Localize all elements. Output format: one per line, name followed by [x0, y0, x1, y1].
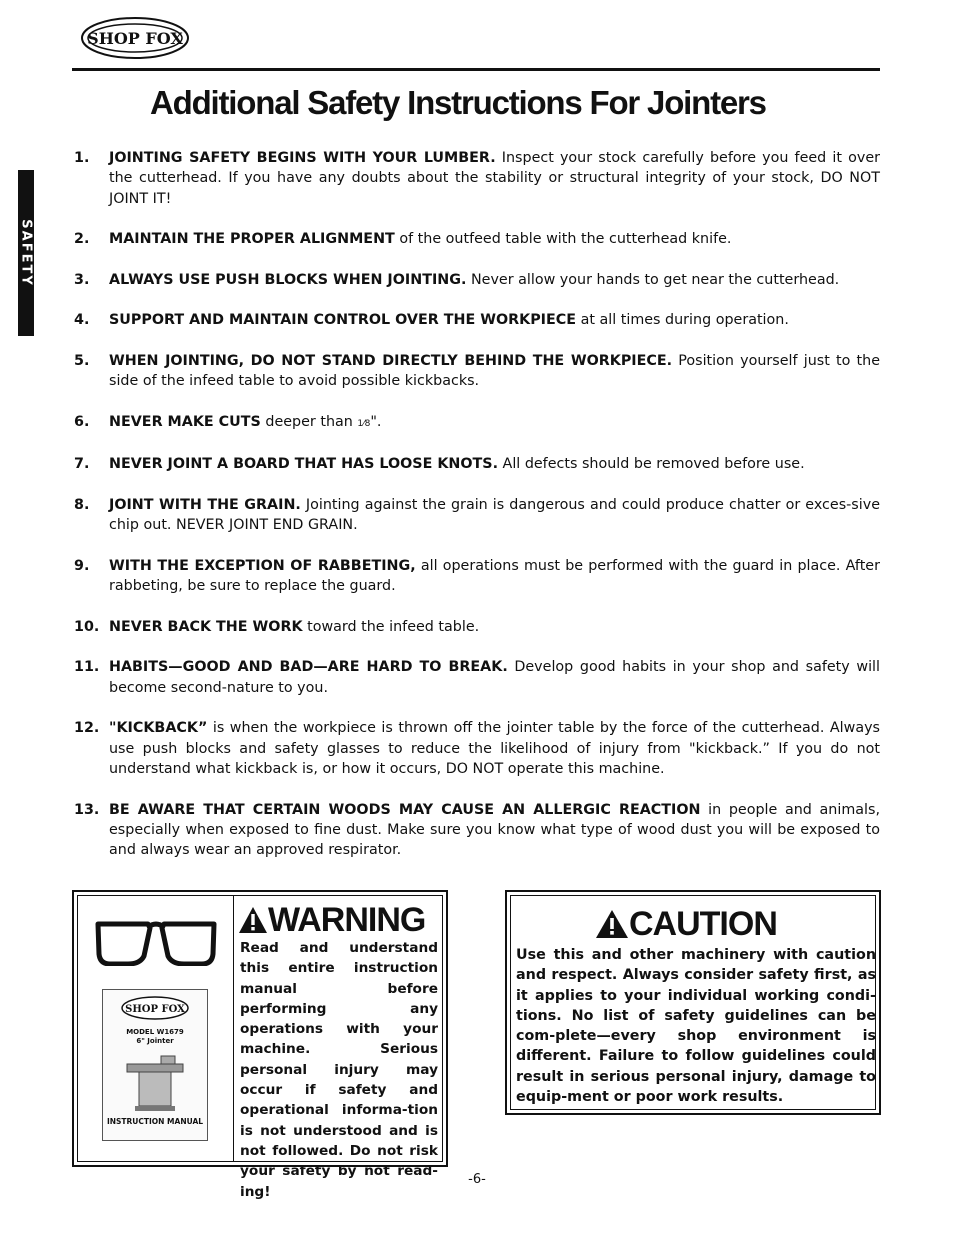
warning-image-panel: [78, 896, 234, 1161]
list-item: 10. NEVER BACK THE WORK toward the infeed table.: [74, 618, 480, 635]
caution-heading-row: [595, 904, 777, 944]
caution-triangle-icon: [595, 909, 629, 939]
list-item: 12. "KICKBACK” is when the workpiece is thrown off the jointer table by the force of the cutterhead. Always use push blocks and safety glasses to reduce the likelihood of injury from "kickback.” If you do not understand what kickback is, or how it occurs, DO NOT operate this machine.: [74, 720, 880, 777]
list-item: 7. NEVER JOINT A BOARD THAT HAS LOOSE KNOTS. All defects should be removed before use.: [74, 456, 805, 473]
manual-model: MODEL W1679: [126, 1028, 184, 1036]
page-number: -6-: [468, 1172, 486, 1187]
side-tab: [18, 170, 34, 336]
warning-box: [72, 890, 448, 1200]
side-tab-label: SAFETY: [18, 219, 34, 287]
list-item: 8. JOINT WITH THE GRAIN. Jointing against the grain is dangerous and could produce chatter or exces-sive chip out. NEVER JOINT END GRAIN.: [74, 497, 880, 534]
caution-text: Use this and other machinery with caution and respect. Always consider safety first, as it applies to your individual working condi-tions. No list of safety guidelines can be com-plete—every shop environment is different. Failure to follow guidelines could result in serious personal injury, damage to equip-ment or poor work results.: [516, 947, 876, 1106]
list-item: 13. BE AWARE THAT CERTAIN WOODS MAY CAUSE AN ALLERGIC REACTION in people and animals, especially when exposed to fine dust. Make sure you know what type of wood dust you will be exposed to and always wear an approved respirator.: [74, 801, 880, 859]
list-item: 9. WITH THE EXCEPTION OF RABBETING, all operations must be performed with the guard in place. After rabbeting, be sure to replace the guard.: [74, 557, 880, 595]
safety-glasses-icon: [94, 918, 218, 966]
list-item: 2. MAINTAIN THE PROPER ALIGNMENT of the outfeed table with the cutterhead knife.: [74, 231, 732, 248]
svg-text:SHOP FOX: SHOP FOX: [125, 1004, 185, 1015]
warning-text-panel: [234, 896, 442, 1200]
manual-logo: [121, 996, 189, 1020]
list-item: 4. SUPPORT AND MAINTAIN CONTROL OVER THE WORKPIECE at all times during operation.: [74, 312, 789, 329]
warning-triangle-icon: [238, 906, 268, 934]
logo-text: SHOP FOX: [87, 29, 183, 48]
list-item: 5. WHEN JOINTING, DO NOT STAND DIRECTLY BEHIND THE WORKPIECE. Position yourself just to the side of the infeed table to avoid possible kickbacks.: [74, 352, 880, 390]
safety-instructions-list: [74, 148, 880, 860]
list-item: 3. ALWAYS USE PUSH BLOCKS WHEN JOINTING. Never allow your hands to get near the cutterhead.: [74, 271, 840, 288]
warning-heading: WARNING: [268, 900, 426, 939]
shop-fox-logo: [80, 16, 190, 60]
fraction: 1⁄8: [357, 418, 371, 429]
jointer-illustration: [123, 1050, 187, 1112]
caution-heading: CAUTION: [629, 904, 777, 943]
list-item: 6. NEVER MAKE CUTS deeper than 1⁄8".: [74, 413, 382, 430]
manual-title: INSTRUCTION MANUAL: [106, 1117, 204, 1126]
list-item: 1. JOINTING SAFETY BEGINS WITH YOUR LUMBER. Inspect your stock carefully before you feed it over the cutterhead. If you have any doubts about the stability or structural integrity of your stock, DO NOT JOINT IT!: [74, 150, 880, 207]
list-item: 11. HABITS—GOOD AND BAD—ARE HARD TO BREAK. Develop good habits in your shop and safety will become second-nature to you.: [74, 659, 880, 696]
header-rule: [72, 68, 880, 71]
warning-heading-row: [238, 900, 425, 940]
caution-box: [505, 890, 881, 1115]
manual-cover-image: [102, 989, 208, 1141]
warning-text: Read and understand this entire instruction manual before performing any operations with your machine. Serious personal injury may occur if safety and operational informa-tion is not understood and is not followed. Do not risk your safety by not read-ing!: [240, 940, 438, 1200]
manual-subtitle: 6" Jointer: [136, 1037, 174, 1045]
page-title: Additional Safety Instructions For Jointers: [150, 84, 766, 121]
